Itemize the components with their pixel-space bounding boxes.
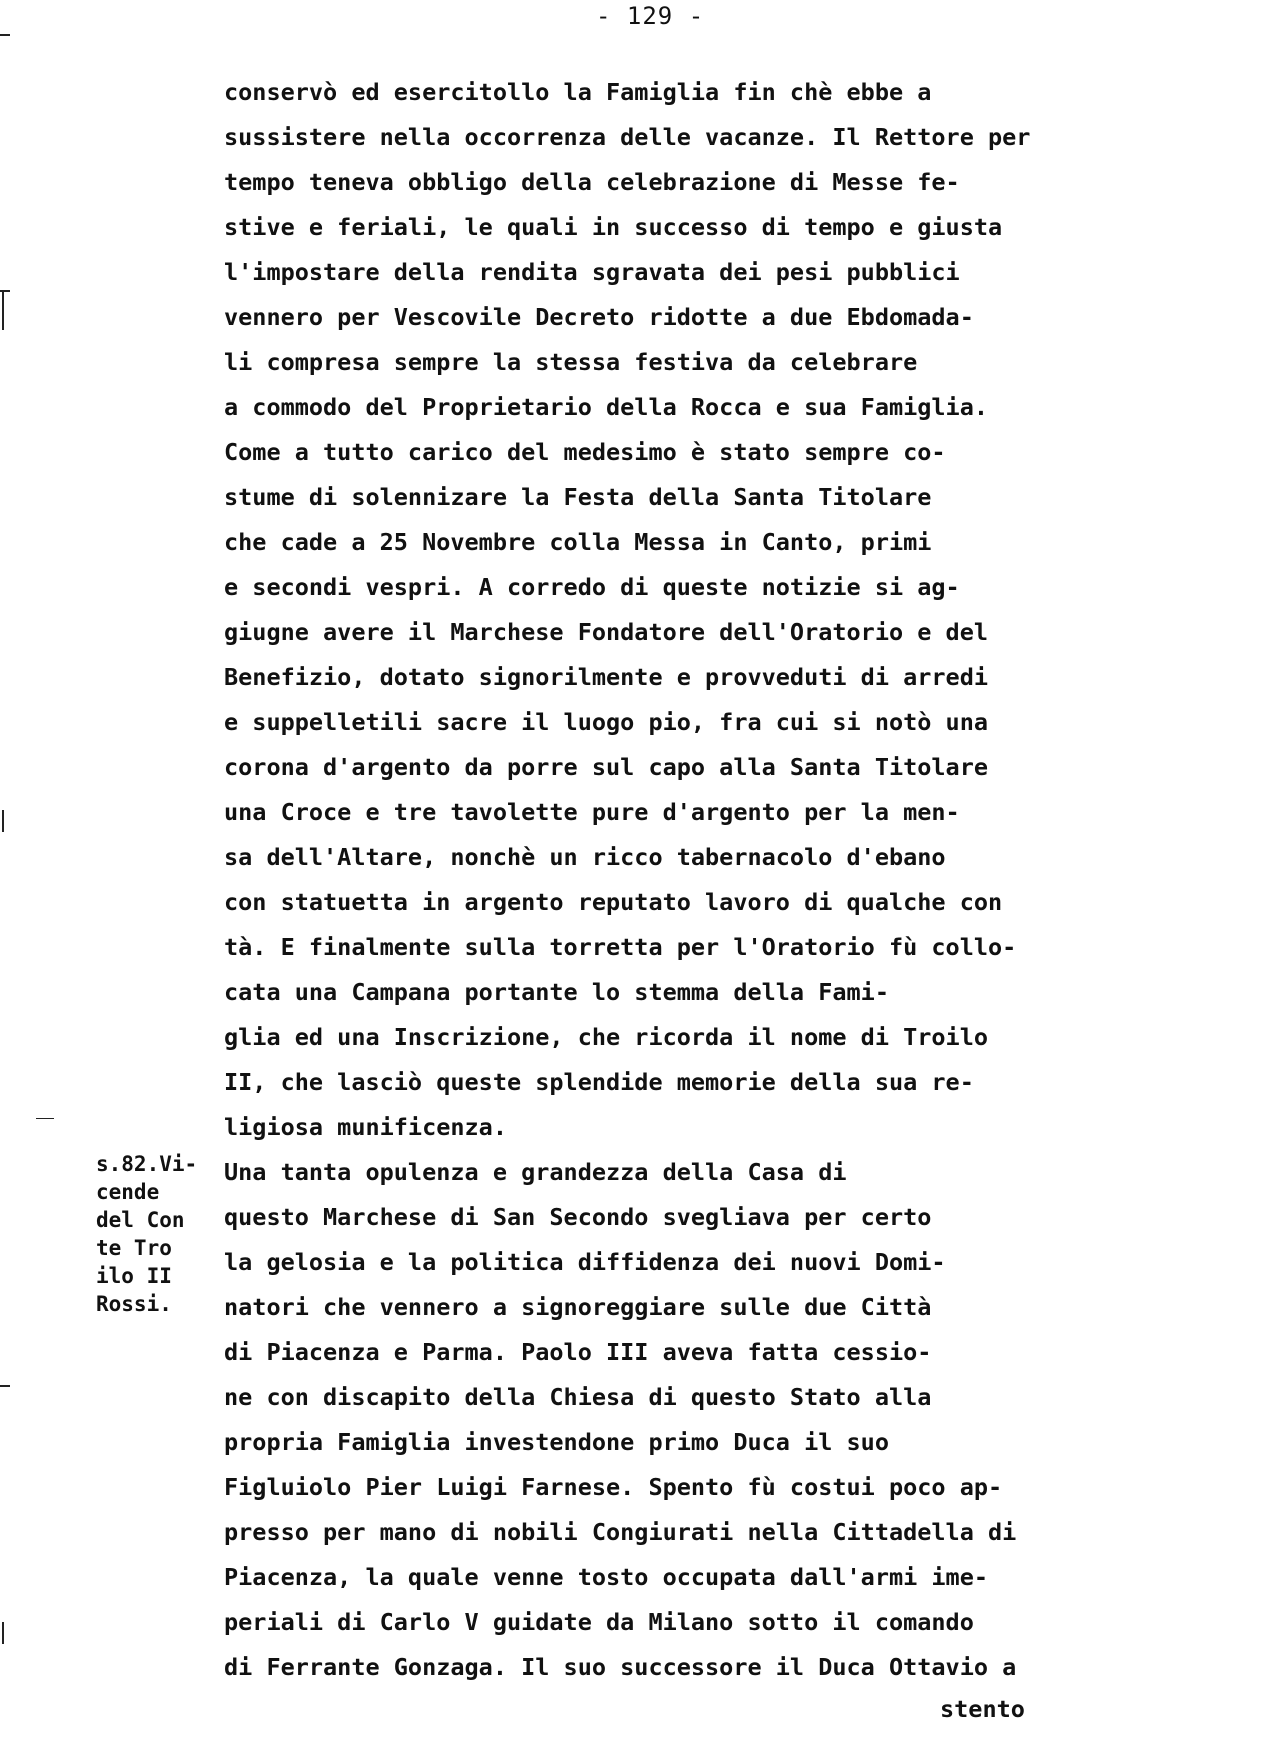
text-line: li compresa sempre la stessa festiva da celebrare [224,348,918,376]
text-line: II, che lasciò queste splendide memorie della sua re- [224,1068,974,1096]
margin-note-line: ilo II [96,1264,172,1288]
text-line: di Ferrante Gonzaga. Il suo successore il Duca Ottavio a [224,1653,1017,1681]
margin-note [96,1150,197,1318]
text-line: una Croce e tre tavolette pure d'argento per la men- [224,798,960,826]
text-line: Come a tutto carico del medesimo è stato sempre co- [224,438,946,466]
binding-mark [0,1385,10,1387]
text-line: che cade a 25 Novembre colla Messa in Canto, primi [224,528,932,556]
text-line: Figluiolo Pier Luigi Farnese. Spento fù costui poco ap- [224,1473,1003,1501]
text-line: natori che vennero a signoreggiare sulle due Città [224,1293,932,1321]
text-line: corona d'argento da porre sul capo alla Santa Titolare [224,753,989,781]
text-line: ne con discapito della Chiesa di questo Stato alla [224,1383,932,1411]
text-line: l'impostare della rendita sgravata dei pesi pubblici [224,258,960,286]
binding-mark [0,34,10,36]
text-line: giugne avere il Marchese Fondatore dell'Oratorio e del [224,618,989,646]
text-line: e suppelletili sacre il luogo pio, fra cui si notò una [224,708,989,736]
text-line: ligiosa munificenza. [224,1113,507,1141]
typed-text-body [224,70,1030,1690]
text-line: stume di solennizare la Festa della Santa Titolare [224,483,932,511]
text-line: questo Marchese di San Secondo svegliava per certo [224,1203,932,1231]
text-line: sussistere nella occorrenza delle vacanze. Il Rettore per [224,123,1031,151]
text-line: sa dell'Altare, nonchè un ricco tabernacolo d'ebano [224,843,946,871]
catchword: stento [940,1695,1025,1723]
page-number: - 129 - [596,2,705,30]
margin-note-line: s.82.Vi- [96,1152,198,1176]
margin-note-line: te Tro [96,1236,172,1260]
binding-mark [2,290,4,330]
binding-mark [36,1118,54,1119]
text-line: presso per mano di nobili Congiurati nella Cittadella di [224,1518,1017,1546]
margin-note-line: cende [96,1180,160,1204]
text-line: di Piacenza e Parma. Paolo III aveva fatta cessio- [224,1338,932,1366]
text-line: tà. E finalmente sulla torretta per l'Oratorio fù collo- [224,933,1017,961]
text-line: la gelosia e la politica diffidenza dei nuovi Domi- [224,1248,946,1276]
text-line: vennero per Vescovile Decreto ridotte a due Ebdomada- [224,303,974,331]
margin-note-line: del Con [96,1208,185,1232]
binding-mark [2,810,4,832]
text-line: propria Famiglia investendone primo Duca il suo [224,1428,889,1456]
text-line: tempo teneva obbligo della celebrazione di Messe fe- [224,168,960,196]
text-line: Piacenza, la quale venne tosto occupata dall'armi ime- [224,1563,989,1591]
margin-note-line: Rossi. [96,1292,172,1316]
text-line: stive e feriali, le quali in successo di tempo e giusta [224,213,1003,241]
text-line: periali di Carlo V guidate da Milano sotto il comando [224,1608,974,1636]
text-line: Una tanta opulenza e grandezza della Casa di [224,1158,847,1186]
text-line: Benefizio, dotato signorilmente e provveduti di arredi [224,663,989,691]
binding-mark [2,1622,4,1644]
text-line: glia ed una Inscrizione, che ricorda il nome di Troilo [224,1023,989,1051]
text-line: conservò ed esercitollo la Famiglia fin chè ebbe a [224,78,932,106]
text-line: a commodo del Proprietario della Rocca e sua Famiglia. [224,393,989,421]
text-line: cata una Campana portante lo stemma della Fami- [224,978,889,1006]
text-line: e secondi vespri. A corredo di queste notizie si ag- [224,573,960,601]
text-line: con statuetta in argento reputato lavoro di qualche con [224,888,1003,916]
